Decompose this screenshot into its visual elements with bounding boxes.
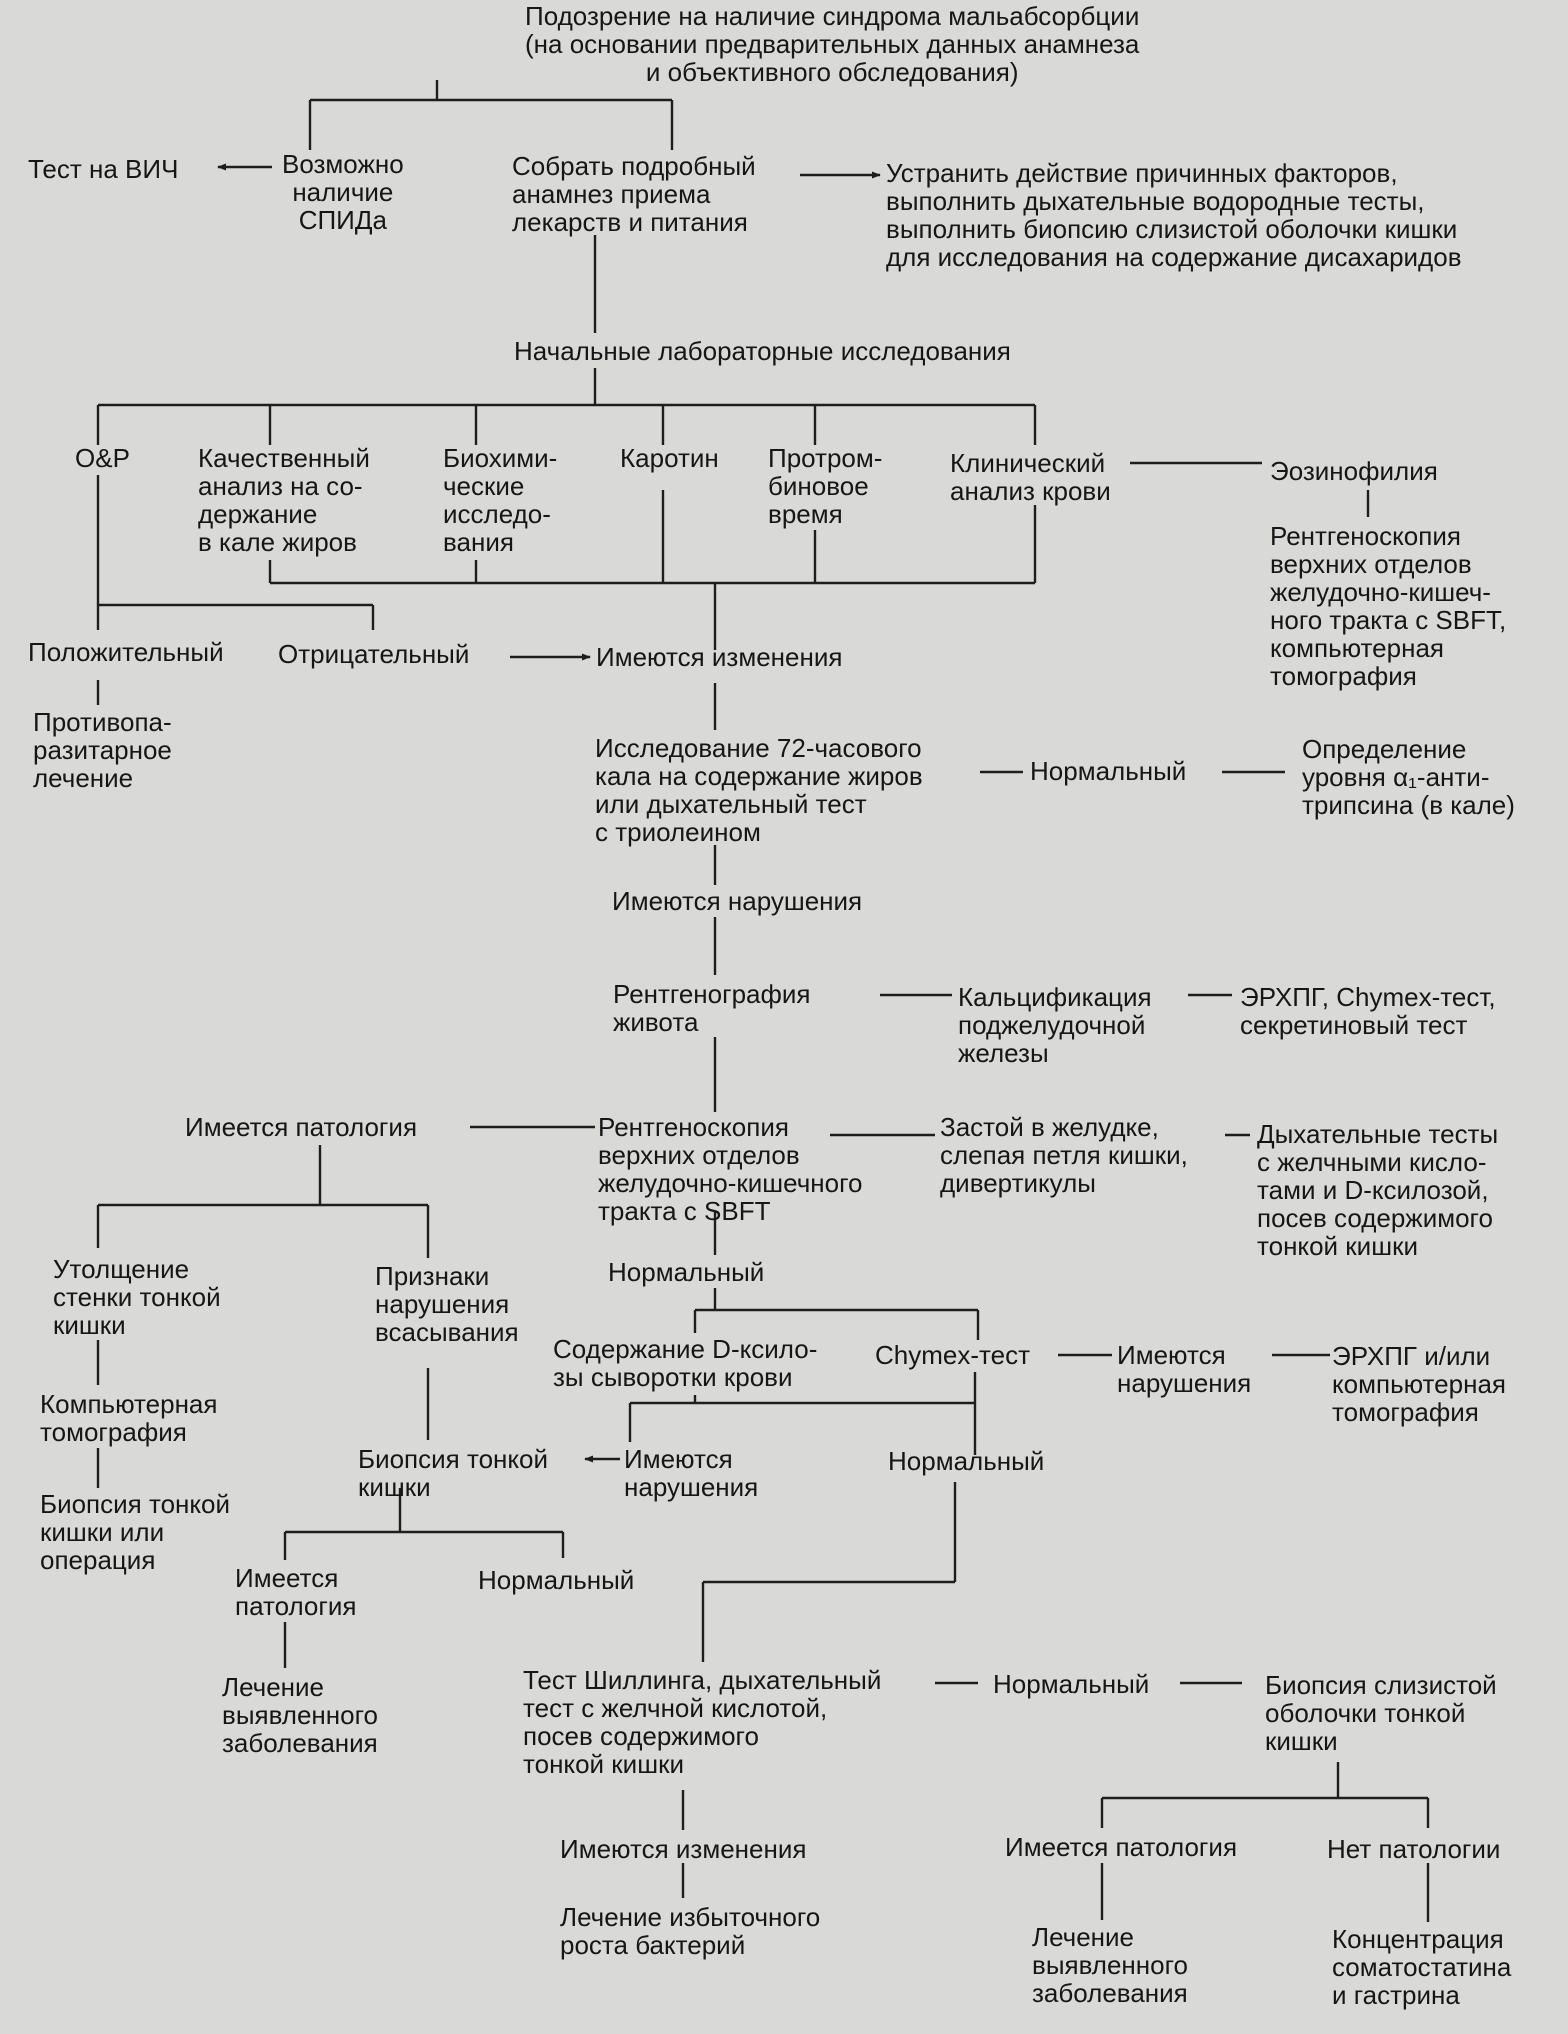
node-antiparasitic: Противопа- разитарное лечение <box>33 707 172 793</box>
node-no-pathology: Нет патологии <box>1327 1834 1501 1864</box>
node-possible-aids: Возможно наличие СПИДа <box>282 149 404 235</box>
node-ercp-chymex: ЭРХПГ, Chymex-тест, секретиновый тест <box>1240 982 1496 1040</box>
node-treat-1: Лечение выявленного заболевания <box>222 1672 378 1758</box>
node-ercp-ct: ЭРХПГ и/или компьютерная томография <box>1332 1341 1506 1427</box>
edge-normal2-branch <box>695 1288 978 1340</box>
node-pathology-2: Имеется патология <box>235 1563 357 1621</box>
node-op: O&P <box>75 443 130 473</box>
node-disorders-3: Имеются нарушения <box>624 1444 759 1502</box>
edge-suspicion-branch <box>310 80 672 150</box>
node-disorders-1: Имеются нарушения <box>612 886 863 916</box>
node-hiv-test: Тест на ВИЧ <box>28 154 179 184</box>
node-wall-thick: Утолщение стенки тонкой кишки <box>53 1254 221 1340</box>
node-eosinophilia: Эозинофилия <box>1270 456 1438 486</box>
node-changes-2: Имеются изменения <box>560 1834 807 1864</box>
node-a1at: Определение уровня α₁-анти- трипсина (в кале) <box>1302 734 1515 820</box>
node-disorders-2: Имеются нарушения <box>1117 1340 1252 1398</box>
node-ct: Компьютерная томография <box>40 1389 218 1447</box>
node-cbc: Клинический анализ крови <box>950 448 1111 506</box>
node-history: Собрать подробный анамнез приема лекарств и питания <box>512 151 756 237</box>
edge-labs-branch <box>98 368 1035 445</box>
edge-labs-merge <box>270 490 1035 650</box>
node-eliminate: Устранить действие причинных факторов, выполнить дыхательные водородные тесты, выполнить биопсию слизистой оболочки кишки для исследования на содержание дисахаридов <box>886 158 1462 272</box>
node-ugi-ct-right: Рентгеноскопия верхних отделов желудочно-кишеч- ного тракта с SBFT, компьютерная томография <box>1270 521 1507 691</box>
node-biochem: Биохими- ческие исследо- вания <box>443 443 558 557</box>
node-malabs-signs: Признаки нарушения всасывания <box>375 1261 519 1347</box>
node-dxylose: Содержание D-ксило- зы сыворотки крови <box>553 1334 818 1392</box>
node-normal-5: Нормальный <box>993 1669 1150 1699</box>
node-stasis: Застой в желудке, слепая петля кишки, дивертикулы <box>940 1112 1188 1198</box>
node-pathology-3: Имеется патология <box>1005 1832 1238 1862</box>
node-negative: Отрицательный <box>278 639 470 669</box>
node-normal-1: Нормальный <box>1030 756 1187 786</box>
node-carotene: Каротин <box>620 443 719 473</box>
node-fat-qual: Качественный анализ на со- держание в кале жиров <box>198 443 370 557</box>
node-schilling: Тест Шиллинга, дыхательный тест с желчной кислотой, посев содержимого тонкой кишки <box>523 1665 882 1779</box>
node-normal-2: Нормальный <box>608 1257 765 1287</box>
node-initial-labs: Начальные лабораторные исследования <box>514 336 1011 366</box>
node-suspicion: Подозрение на наличие синдрома мальабсорбции (на основании предварительных данных анамнеза и объективного обследования) <box>525 1 1140 87</box>
node-xray-abd: Рентгенография живота <box>613 979 811 1037</box>
node-chymex: Chymex-тест <box>875 1340 1030 1370</box>
node-pathology-1: Имеется патология <box>185 1112 418 1142</box>
node-breath-tests: Дыхательные тесты с желчными кисло- тами и D-ксилозой, посев содержимого тонкой кишки <box>1257 1119 1499 1261</box>
node-biopsy-si: Биопсия тонкой кишки <box>358 1444 549 1502</box>
edge-mucosa-branch <box>1102 1762 1428 1828</box>
node-normal-3: Нормальный <box>888 1446 1045 1476</box>
node-calcification: Кальцификация поджелудочной железы <box>958 982 1152 1068</box>
node-prothrombin: Протром- биновое время <box>768 443 883 529</box>
node-biopsy-mucosa: Биопсия слизистой оболочки тонкой кишки <box>1265 1670 1497 1756</box>
node-changes-1: Имеются изменения <box>596 642 843 672</box>
node-biopsy-op: Биопсия тонкой кишки или операция <box>40 1489 231 1575</box>
node-treat-2: Лечение выявленного заболевания <box>1032 1922 1188 2008</box>
node-ugi-sbft: Рентгеноскопия верхних отделов желудочно-кишечного тракта с SBFT <box>598 1112 863 1226</box>
node-positive: Положительный <box>28 637 224 667</box>
node-treat-bact: Лечение избыточного роста бактерий <box>560 1902 821 1960</box>
node-somatostatin: Концентрация соматостатина и гастрина <box>1332 1924 1512 2010</box>
node-normal-4: Нормальный <box>478 1565 635 1595</box>
node-fat72: Исследование 72-часового кала на содержание жиров или дыхательный тест с триолеином <box>595 733 923 847</box>
edge-pathology-branch <box>98 1145 428 1258</box>
